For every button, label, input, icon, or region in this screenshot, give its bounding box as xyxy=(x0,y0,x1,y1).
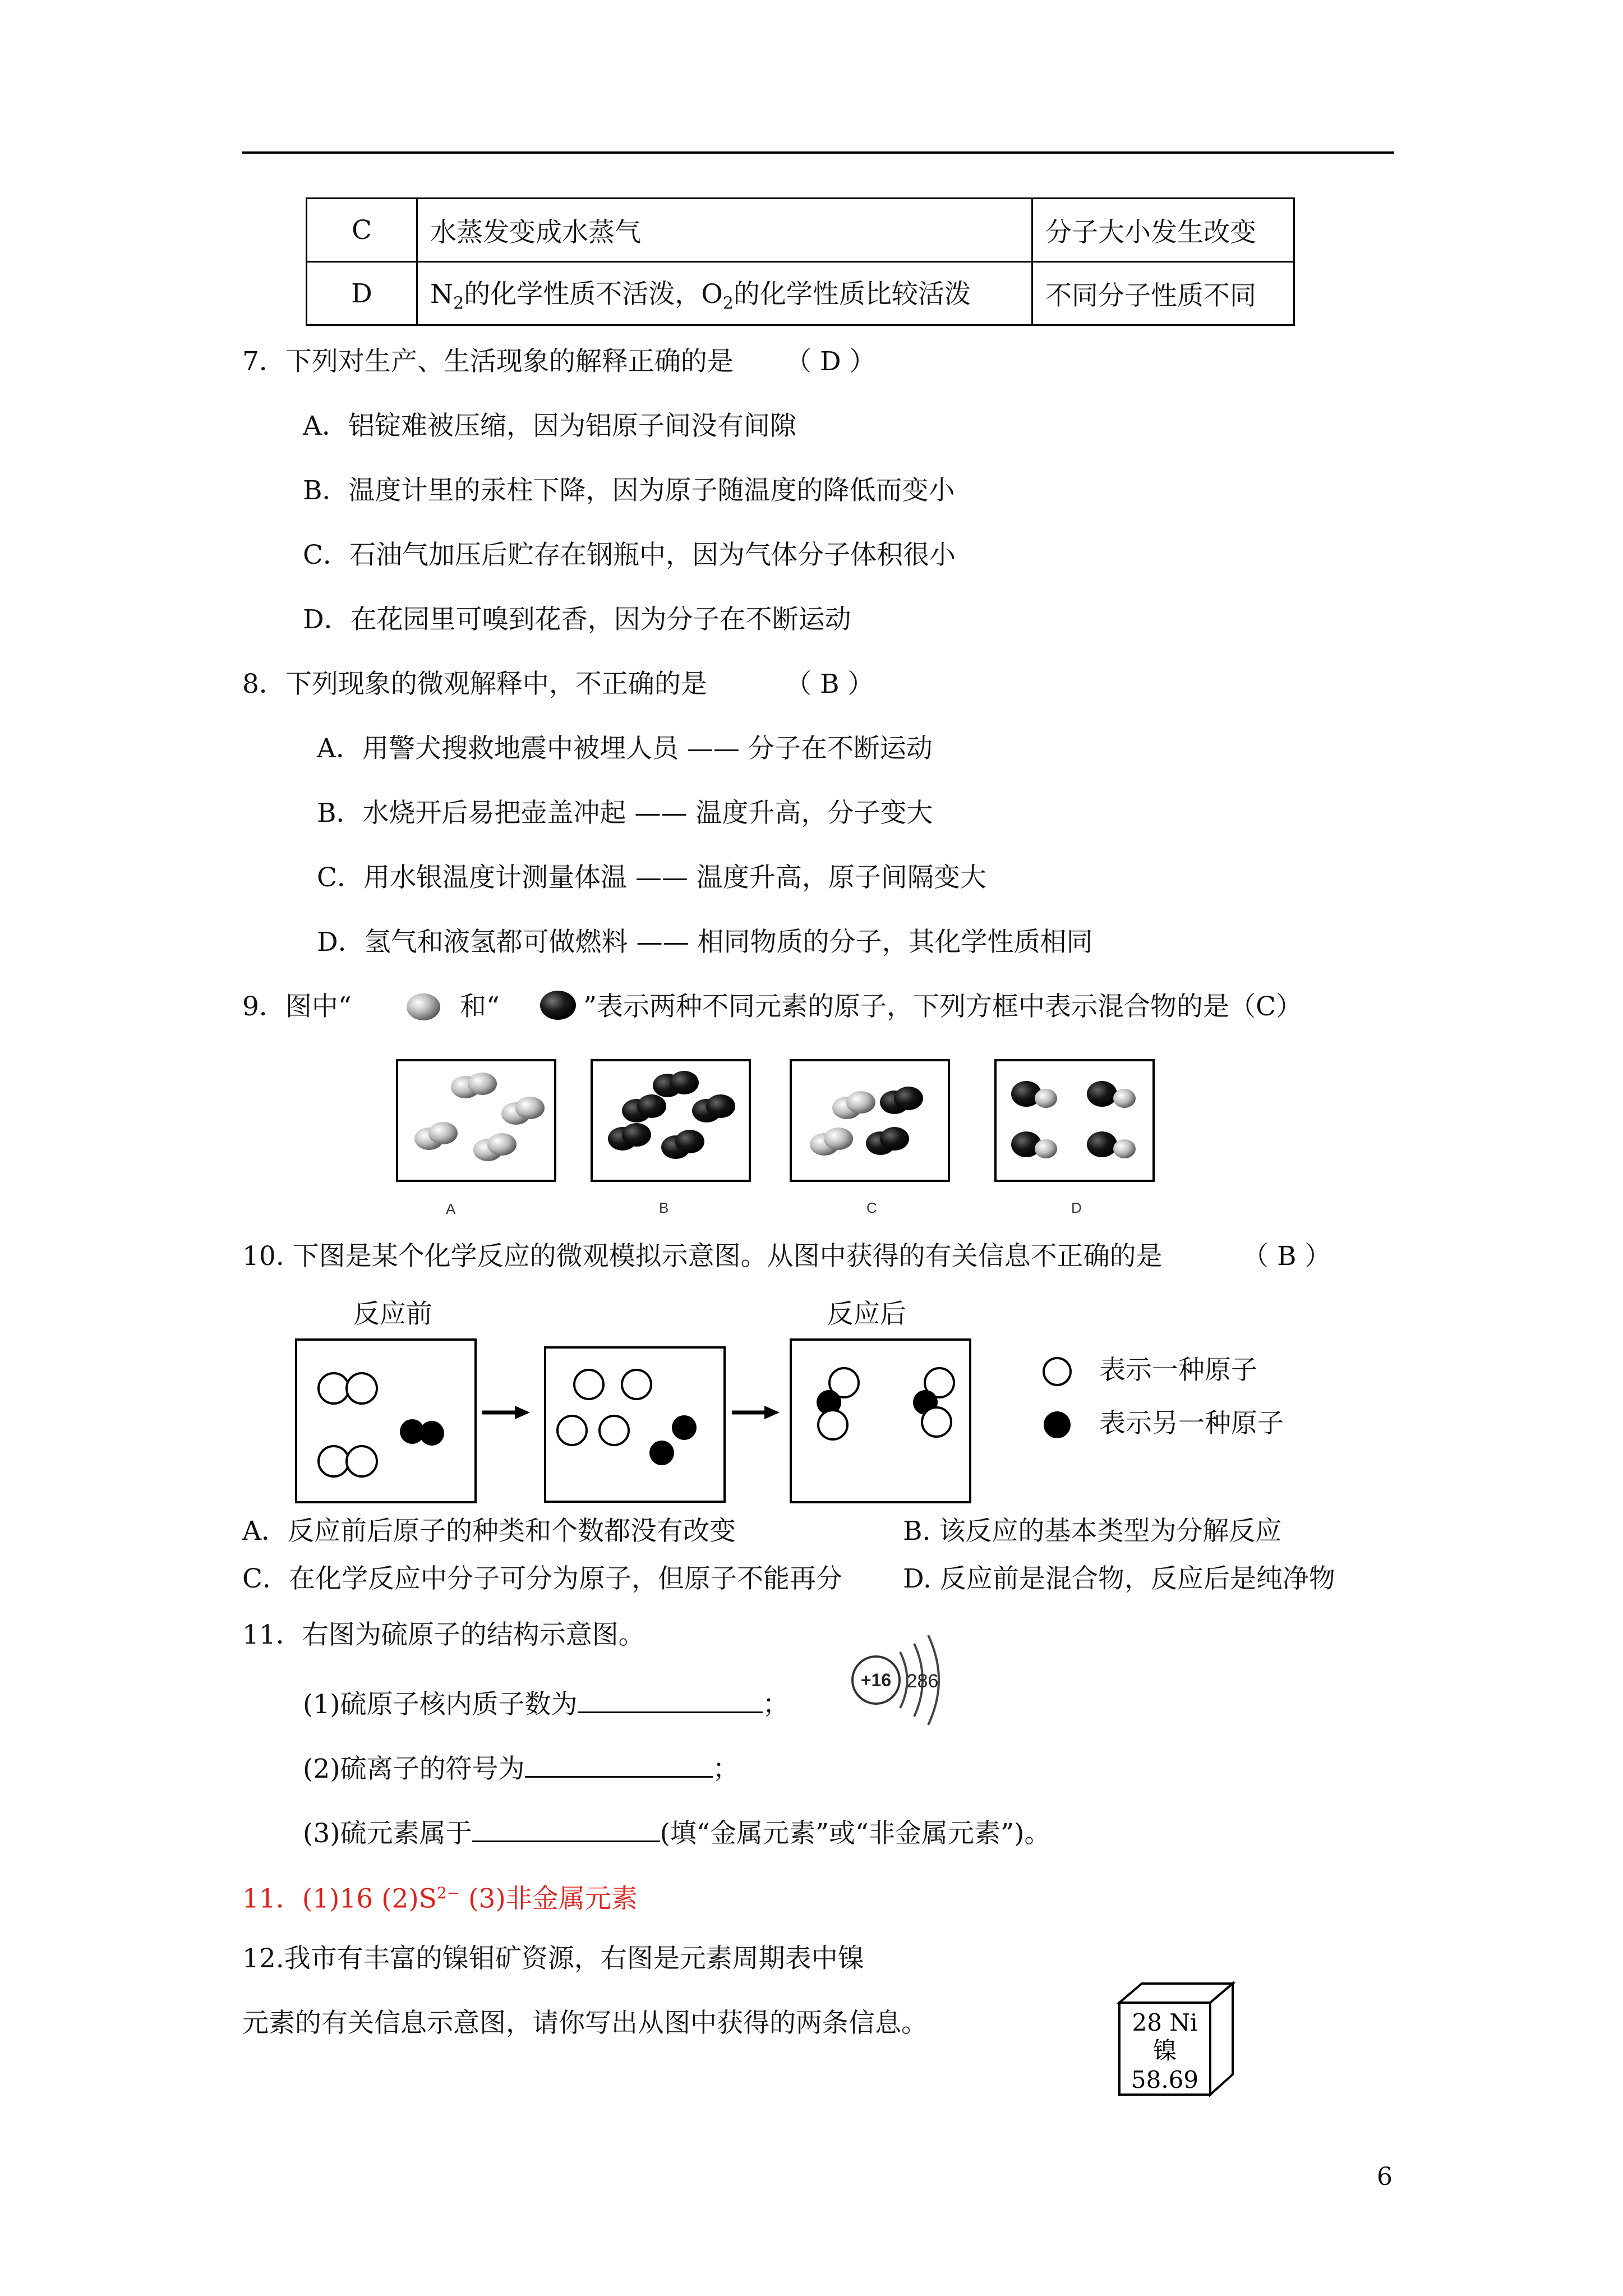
q7-option-d: D．在花园里可嗅到花香，因为分子在不断运动 xyxy=(303,604,851,635)
q8-option-a: A．用警犬搜救地震中被埋人员 —— 分子在不断运动 xyxy=(317,733,933,764)
q11-answer-text-end: (3)非金属元素 xyxy=(460,1883,638,1915)
q9-diagram xyxy=(393,1055,1211,1223)
q8-stem: 8．下列现象的微观解释中，不正确的是 xyxy=(242,669,707,700)
legend-white-text: 表示一种原子 xyxy=(1099,1355,1257,1386)
electron-shells: 286 xyxy=(906,1671,939,1692)
q9-box-label-a: A xyxy=(446,1200,456,1217)
q11-part2-label: (2)硫离子的符号为 xyxy=(303,1754,525,1784)
element-mass: 58.69 xyxy=(1131,2066,1199,2093)
white-atom-legend-icon xyxy=(1040,1355,1074,1388)
q10-option-b: B. 该反应的基本类型为分解反应 xyxy=(903,1516,1282,1547)
element-name: 镍 xyxy=(1152,2037,1177,2064)
table-row xyxy=(307,262,1294,325)
q11-part3-end: (填“金属元素”或“非金属元素”)。 xyxy=(660,1818,1051,1849)
q7-option-a: A．铝锭难被压缩，因为铝原子间没有间隙 xyxy=(303,411,796,441)
subscript: 2 xyxy=(453,293,464,314)
formula-n: N xyxy=(430,279,454,310)
q11-part2-end: ； xyxy=(712,1754,739,1784)
answer-blank xyxy=(525,1749,713,1778)
legend-black-text: 表示另一种原子 xyxy=(1099,1408,1284,1439)
q11-part3-label: (3)硫元素属于 xyxy=(303,1818,472,1849)
table-cell-explain: 不同分子性质不同 xyxy=(1032,262,1294,325)
text: 的化学性质比较活泼 xyxy=(733,279,971,310)
table-cell-phenomenon: 水蒸发变成水蒸气 xyxy=(417,199,1032,262)
reaction-diagram xyxy=(292,1335,1021,1515)
q9-stem-part1: 9．图中“ xyxy=(242,991,352,1022)
q9-box-label-d: D xyxy=(1071,1199,1082,1216)
q10-stem: 10. 下图是某个化学反应的微观模拟示意图。从图中获得的有关信息不正确的是 xyxy=(242,1241,1163,1272)
q8-option-b: B．水烧开后易把壶盖冲起 —— 温度升高，分子变大 xyxy=(317,798,933,829)
q11-answer xyxy=(242,1876,638,1916)
q10-option-d: D. 反应前是混合物，反应后是纯净物 xyxy=(903,1563,1335,1594)
q8-option-d: D．氢气和液氢都可做燃料 —— 相同物质的分子，其化学性质相同 xyxy=(317,927,1093,958)
q11-answer-text: 11．(1)16 (2)S xyxy=(242,1883,437,1915)
page-number: 6 xyxy=(1377,2162,1393,2191)
q12-line1: 12.我市有丰富的镍钼矿资源，右图是元素周期表中镍 xyxy=(242,1943,864,1974)
q10-option-a: A．反应前后原子的种类和个数都没有改变 xyxy=(242,1516,736,1547)
after-label: 反应后 xyxy=(827,1299,906,1329)
grey-atom-icon xyxy=(401,990,446,1024)
table-row xyxy=(307,199,1294,262)
options-table xyxy=(306,197,1295,326)
subscript: 2 xyxy=(722,293,734,314)
q8-answer: （ B ） xyxy=(785,669,874,700)
q7-option-c: C．石油气加压后贮存在钢瓶中，因为气体分子体积很小 xyxy=(303,540,956,570)
q7-option-b: B．温度计里的汞柱下降，因为原子随温度的降低而变小 xyxy=(303,475,955,506)
table-cell-option: C xyxy=(307,199,417,262)
q9-box-label-b: B xyxy=(659,1199,669,1216)
q11-part1-end: ； xyxy=(762,1689,789,1720)
answer-blank xyxy=(472,1814,660,1842)
q9-stem-part3: ”表示两种不同元素的原子，下列方框中表示混合物的是（C） xyxy=(583,991,1302,1022)
q11-answer-charge: 2− xyxy=(436,1884,460,1902)
q11-stem: 11．右图为硫原子的结构示意图。 xyxy=(242,1619,645,1650)
black-atom-icon xyxy=(536,987,580,1024)
black-atom-legend-icon xyxy=(1040,1408,1074,1442)
q10-option-c: C．在化学反应中分子可分为原子，但原子不能再分 xyxy=(242,1563,842,1594)
element-number-symbol: 28 Ni xyxy=(1132,2009,1198,2036)
q10-answer: （ B ） xyxy=(1242,1241,1331,1272)
table-cell-explain: 分子大小发生改变 xyxy=(1032,199,1294,262)
sulfur-atom-structure-diagram xyxy=(844,1627,956,1728)
text: 的化学性质不活泼，O xyxy=(464,279,723,310)
q12-line2: 元素的有关信息示意图，请你写出从图中获得的两条信息。 xyxy=(242,2008,928,2039)
q11-part2 xyxy=(303,1749,739,1786)
q8-option-c: C．用水银温度计测量体温 —— 温度升高，原子间隔变大 xyxy=(317,862,986,893)
q9-box-label-c: C xyxy=(866,1199,877,1216)
q7-answer: （ D ） xyxy=(785,346,876,377)
table-cell-option: D xyxy=(307,262,417,325)
answer-blank xyxy=(578,1685,763,1713)
q9-stem-part2: 和“ xyxy=(460,991,500,1022)
header-rule xyxy=(242,151,1394,154)
q11-part1-label: (1)硫原子核内质子数为 xyxy=(303,1689,578,1720)
q11-part1 xyxy=(303,1685,789,1722)
before-label: 反应前 xyxy=(353,1299,432,1329)
nickel-element-cell xyxy=(1116,1980,1239,2098)
q7-stem: 7．下列对生产、生活现象的解释正确的是 xyxy=(242,346,734,377)
q11-part3 xyxy=(303,1814,1050,1851)
nucleus-charge: +16 xyxy=(860,1670,892,1690)
table-cell-phenomenon xyxy=(417,262,1032,325)
